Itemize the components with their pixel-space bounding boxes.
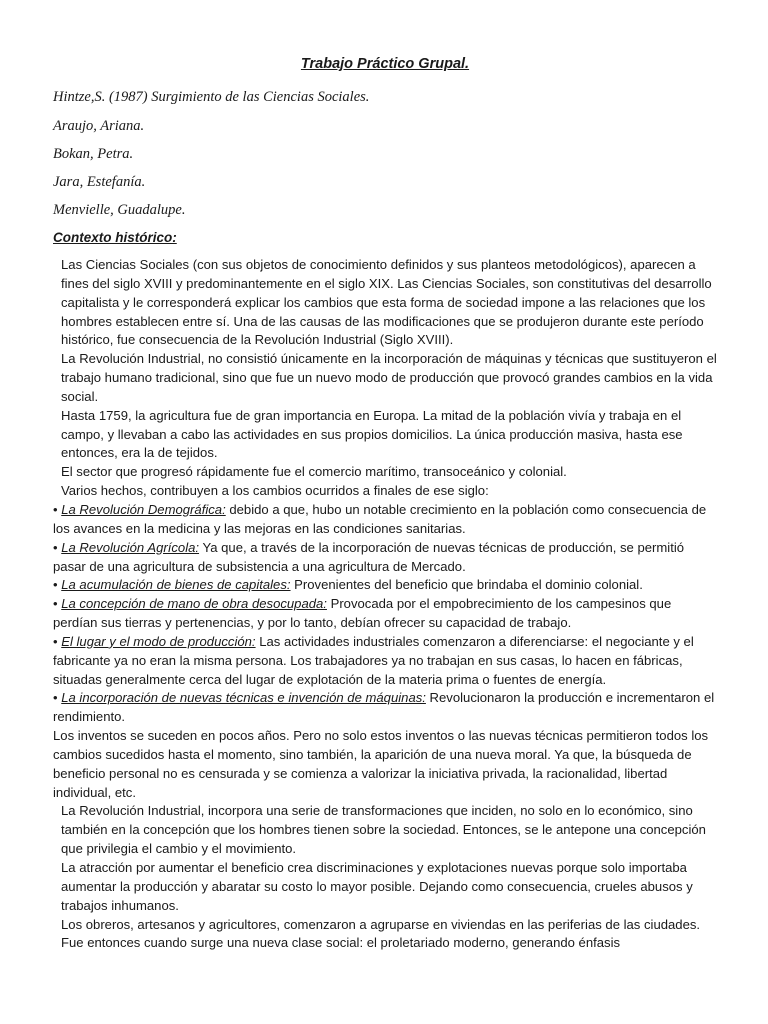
paragraph: El sector que progresó rápidamente fue el comercio marítimo, transoceánico y colonial. [61,464,567,480]
bullet-term: La Revolución Demográfica: [61,501,226,517]
author-list [53,116,717,220]
section-heading: Contexto histórico: [53,230,177,245]
document-page [53,54,717,953]
bullet-marker: • [53,501,58,517]
paragraph: Varios hechos, contribuyen a los cambios ocurridos a finales de ese siglo: [61,483,489,499]
paragraph: Las Ciencias Sociales (con sus objetos de conocimiento definidos y sus planteos metodológicos), aparecen a fines del siglo XVIII y predominantemente en el siglo XIX. Las Ciencias Sociales, son constitutivas del desarrollo capitalista y le corresponderá explicar los cambios que esta forma de sociedad impone a las relaciones que los hombres establecen entre sí. Una de las causas de las modificaciones que se produjeron durante este período histórico, fue consecuencia de la Revolución Industrial (Siglo XVIII). [61,257,712,348]
bullet-term: La concepción de mano de obra desocupada: [61,596,327,612]
bullet-text: Las actividades industriales comenzaron a diferenciarse: el negociante y el fabricante ya no eran la misma persona. Los trabajadores ya no trabajan en sus casas, lo hacen en fábricas, situadas generalmente cerca del lugar de explotación de la materia prima o fuentes de energía. [53,633,694,687]
bullet-text: debido a que, hubo un notable crecimiento en la población como consecuencia de los avances en la medicina y las mejoras en las condiciones sanitarias. [53,501,707,536]
bullet-item [53,539,717,577]
paragraph: La Revolución Industrial, incorpora una serie de transformaciones que inciden, no solo en lo económico, sino también en la concepción que los hombres tienen sobre la sociedad. Entonces, se le antepone una concepción que privilegia el cambio y el movimiento. [61,803,706,857]
bibliographic-reference: Hintze,S. (1987) Surgimiento de las Ciencias Sociales. [53,89,370,105]
author-name: Bokan, Petra. [53,146,134,162]
author-name: Jara, Estefanía. [53,174,146,190]
bullet-item [53,595,717,633]
author-name: Menvielle, Guadalupe. [53,202,186,218]
author-name: Araujo, Ariana. [53,118,145,134]
paragraph: La Revolución Industrial, no consistió únicamente en la incorporación de máquinas y técnicas que sustituyeron el trabajo humano tradicional, sino que fue un nuevo modo de producción que provocó grandes cambios en la vida social. [61,351,717,404]
paragraph: Los inventos se suceden en pocos años. Pero no solo estos inventos o las nuevas técnicas permitieron todos los cambios sucedidos hasta el momento, sino también, la aparición de una nueva moral. Ya que, la búsqueda de beneficio personal no es censurada y se comienza a valorizar la iniciativa privada, la racionalidad, libertad individual, etc. [53,728,709,800]
paragraph: La atracción por aumentar el beneficio crea discriminaciones y explotaciones nuevas porque solo importaba aumentar la producción y abaratar su costo lo mayor posible. Dejando como consecuencia, crueles abusos y trabajos inhumanos. [61,860,693,913]
bullet-marker: • [53,633,58,649]
bullet-marker: • [53,596,58,612]
bullet-item [53,501,717,539]
bullet-marker: • [53,577,58,593]
bullet-term: La Revolución Agrícola: [61,539,200,555]
bullet-term: La incorporación de nuevas técnicas e invención de máquinas: [61,690,426,706]
bullet-text: Provenientes del beneficio que brindaba el dominio colonial. [290,577,643,593]
bullet-text: Ya que, a través de la incorporación de nuevas técnicas de producción, se permitió pasar de una agricultura de subsistencia a una agricultura de Mercado. [53,539,685,574]
bullet-item [53,689,717,727]
bullet-item [53,633,717,690]
bullet-marker: • [53,539,58,555]
paragraph: Los obreros, artesanos y agricultores, comenzaron a agruparse en viviendas en las periferias de las ciudades. Fue entonces cuando surge una nueva clase social: el proletariado moderno, generando énfasis [61,916,701,951]
bullet-marker: • [53,690,58,706]
body-text [53,256,717,953]
paragraph: Hasta 1759, la agricultura fue de gran importancia en Europa. La mitad de la población vivía y trabaja en el campo, y llevaban a cabo las actividades en sus propios domicilios. La única producción masiva, hasta ese entonces, era la de tejidos. [61,407,683,461]
bullet-term: El lugar y el modo de producción: [61,633,256,649]
bullet-text: Provocada por el empobrecimiento de los campesinos que perdían sus tierras y pertenencias, y por lo tanto, debían ofrecer su capacidad de trabajo. [53,596,672,631]
bullet-term: La acumulación de bienes de capitales: [61,577,291,593]
bullet-item [53,576,717,595]
bullet-text: Revolucionaron la producción e incrementaron el rendimiento. [53,690,715,725]
document-title: Trabajo Práctico Grupal. [300,56,470,72]
